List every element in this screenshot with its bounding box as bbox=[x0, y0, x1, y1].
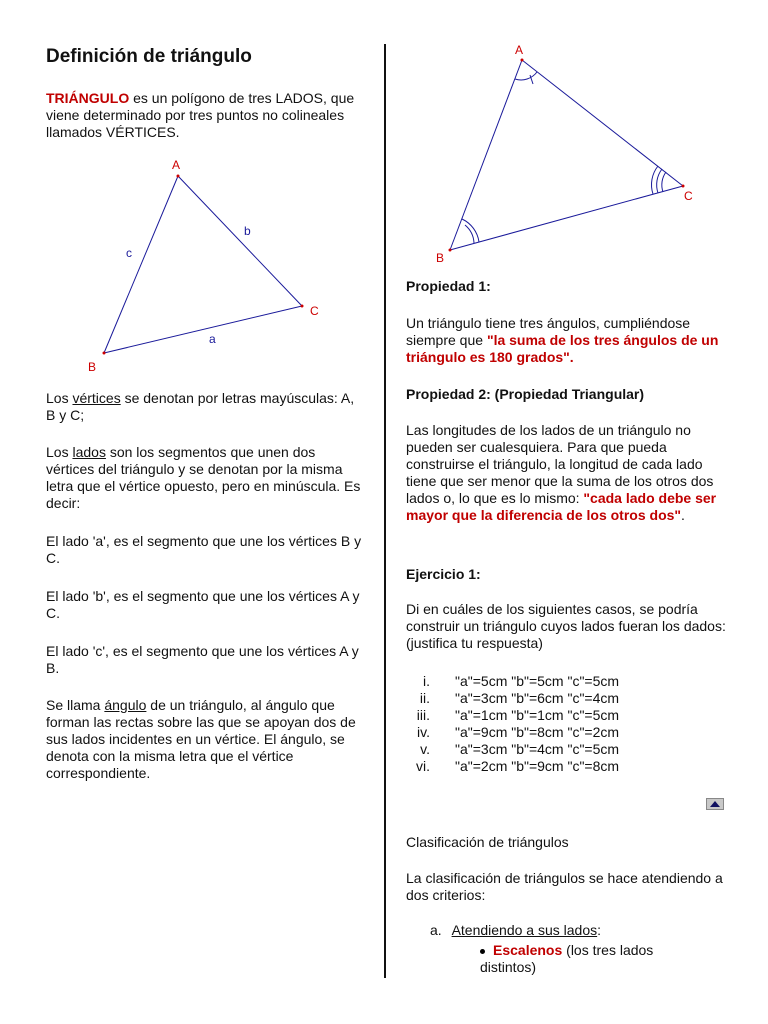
angulo-term: ángulo bbox=[104, 697, 147, 713]
vertices-term: vértices bbox=[72, 390, 121, 406]
property-1-text: Un triángulo tiene tres ángulos, cumpliéndose siempre que bbox=[406, 315, 691, 348]
case-number: v. bbox=[420, 741, 430, 757]
exercise-title: Ejercicio 1: bbox=[406, 566, 481, 582]
side-c-label: c bbox=[126, 246, 132, 260]
lados-paragraph bbox=[46, 444, 364, 512]
case-values: "a"=2cm "b"=9cm "c"=8cm bbox=[455, 758, 620, 774]
vertex-b2-label: B bbox=[436, 251, 445, 265]
lado-a-paragraph: El lado 'a', es el segmento que une los vértices B y C. bbox=[46, 533, 362, 566]
scalene-bullet-item bbox=[480, 942, 700, 976]
vertices-post: se denotan por letras mayúsculas: A, B y C; bbox=[46, 390, 355, 423]
exercise-paragraph: Di en cuáles de los siguientes casos, se podría construir un triángulo cuyos lados fueran los dados: (justifica tu respuesta) bbox=[406, 601, 726, 651]
vertices-pre: Los bbox=[46, 390, 73, 406]
case-number: iii. bbox=[416, 707, 430, 723]
angulo-paragraph bbox=[46, 697, 364, 782]
vertex-a-point bbox=[177, 175, 180, 178]
property-2-title: Propiedad 2: (Propiedad Triangular) bbox=[406, 386, 645, 402]
vertex-c-label: C bbox=[310, 304, 319, 318]
triangle-figure-2 bbox=[400, 38, 700, 268]
side-ac-line bbox=[522, 60, 683, 186]
angle-c-arc-3 bbox=[662, 172, 666, 192]
case-number: iv. bbox=[417, 724, 430, 740]
criterion-a-marker: a. bbox=[430, 922, 442, 938]
lado-c-paragraph: El lado 'c', es el segmento que une los vértices A y B. bbox=[46, 643, 359, 676]
property-2-highlight: "cada lado debe ser mayor que la diferencia de los otros dos" bbox=[406, 490, 717, 523]
exercise-case-item bbox=[406, 690, 726, 707]
property-1-highlight: "la suma de los tres ángulos de un triángulo es 180 grados". bbox=[406, 332, 719, 365]
exercise-case-item bbox=[406, 673, 726, 690]
case-values: "a"=9cm "b"=8cm "c"=2cm bbox=[455, 724, 620, 740]
intro-term: TRIÁNGULO bbox=[46, 90, 130, 106]
exercise-case-item bbox=[406, 758, 726, 775]
triangle-figure-1 bbox=[80, 152, 330, 377]
exercise-case-item bbox=[406, 741, 726, 758]
property-2-text: Las longitudes de los lados de un triángulo no pueden ser cualesquiera. Para que pueda construirse el triángulo, la longitud de cada lado tiene que ser menor que la suma de los otros dos lados o, lo que es lo mismo: bbox=[406, 422, 714, 506]
case-number: ii. bbox=[419, 690, 430, 706]
vertex-a2-point bbox=[521, 59, 524, 62]
side-b-line bbox=[178, 176, 302, 306]
column-divider bbox=[384, 44, 386, 978]
lados-term: lados bbox=[72, 444, 106, 460]
criterion-a-link[interactable]: Atendiendo a sus lados bbox=[451, 922, 598, 938]
exercise-case-list bbox=[406, 673, 726, 775]
side-c-line bbox=[104, 176, 178, 353]
angulo-post: de un triángulo, al ángulo que forman las rectas sobre las que se apoyan dos de sus lados incidentes en un vértice. El ángulo, se denota con la misma letra que el vértice correspondiente. bbox=[46, 697, 356, 781]
vertex-b-point bbox=[103, 352, 106, 355]
page-title: Definición de triángulo bbox=[46, 46, 252, 67]
property-2-paragraph bbox=[406, 422, 726, 524]
side-a-line bbox=[104, 306, 302, 353]
side-a-label: a bbox=[209, 332, 216, 346]
lado-b-paragraph: El lado 'b', es el segmento que une los vértices A y C. bbox=[46, 588, 360, 621]
case-values: "a"=3cm "b"=4cm "c"=5cm bbox=[455, 741, 620, 757]
angulo-pre: Se llama bbox=[46, 697, 105, 713]
criterion-a-item bbox=[430, 922, 726, 939]
scalene-description: (los tres lados distintos) bbox=[480, 942, 654, 975]
case-number: vi. bbox=[416, 758, 430, 774]
side-bc-line bbox=[450, 186, 683, 250]
vertex-a2-label: A bbox=[515, 43, 524, 57]
bullet-icon bbox=[480, 949, 485, 954]
exercise-case-item bbox=[406, 724, 726, 741]
classification-title: Clasificación de triángulos bbox=[406, 834, 569, 850]
criterion-a-colon: : bbox=[597, 922, 602, 938]
intro-paragraph bbox=[46, 90, 364, 141]
property-2-end: . bbox=[681, 507, 685, 523]
case-values: "a"=1cm "b"=1cm "c"=5cm bbox=[455, 707, 620, 723]
vertex-c-point bbox=[301, 305, 304, 308]
lados-pre: Los bbox=[46, 444, 73, 460]
property-1-paragraph bbox=[406, 315, 726, 366]
side-ab-line bbox=[450, 60, 522, 250]
side-b-label: b bbox=[244, 224, 251, 238]
classification-paragraph: La clasificación de triángulos se hace atendiendo a dos criterios: bbox=[406, 870, 723, 903]
vertex-c2-point bbox=[682, 185, 685, 188]
vertex-a-label: A bbox=[172, 158, 181, 172]
vertex-c2-label: C bbox=[684, 189, 693, 203]
intro-text: es un polígono de tres LADOS, que viene determinado por tres puntos no colineales llamados VÉRTICES. bbox=[46, 90, 355, 140]
vertex-b-label: B bbox=[88, 360, 97, 374]
vertices-paragraph bbox=[46, 390, 364, 424]
back-to-top-icon[interactable] bbox=[706, 798, 724, 810]
scalene-term: Escalenos bbox=[493, 942, 563, 958]
angle-c-arc-2 bbox=[657, 169, 662, 193]
exercise-case-item bbox=[406, 707, 726, 724]
vertex-b2-point bbox=[449, 249, 452, 252]
case-values: "a"=3cm "b"=6cm "c"=4cm bbox=[455, 690, 620, 706]
case-number: i. bbox=[423, 673, 430, 689]
angle-a-arc bbox=[515, 72, 537, 80]
case-values: "a"=5cm "b"=5cm "c"=5cm bbox=[455, 673, 620, 689]
property-1-title: Propiedad 1: bbox=[406, 278, 491, 294]
lados-post: son los segmentos que unen dos vértices del triángulo y se denotan por la misma letra que el vértice opuesto, pero en minúscula. Es decir: bbox=[46, 444, 361, 511]
